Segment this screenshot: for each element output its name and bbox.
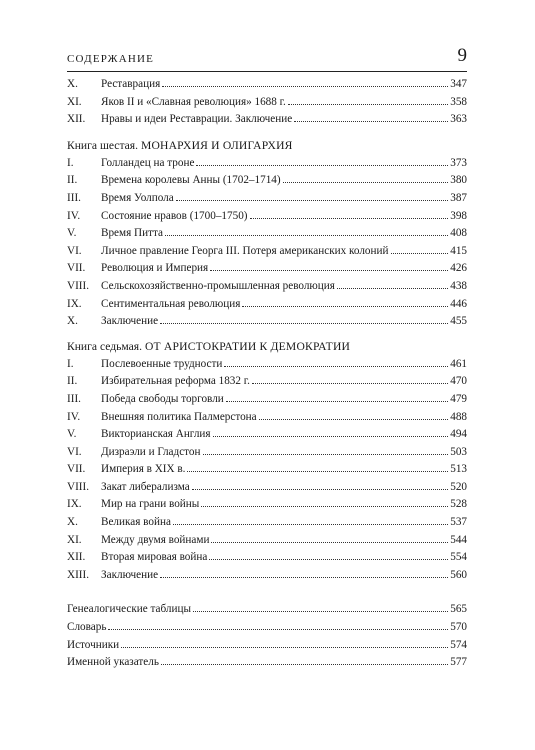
- appendix-title: Словарь: [67, 621, 107, 634]
- chapter-page: 470: [450, 375, 467, 388]
- chapter-title: Между двумя войнами: [101, 533, 210, 546]
- toc-entry: [67, 243, 467, 261]
- chapter-title: Избирательная реформа 1832 г.: [101, 375, 250, 388]
- toc-entry: [67, 426, 467, 444]
- dot-leader: [187, 471, 448, 472]
- chapter-page: 347: [450, 78, 467, 90]
- chapter-page: 380: [450, 174, 467, 187]
- dot-leader: [201, 506, 448, 507]
- chapter-page: 560: [450, 568, 467, 581]
- chapter-title: Время Питта: [101, 227, 163, 240]
- toc-entry: [67, 532, 467, 550]
- page-number: 9: [457, 45, 467, 66]
- chapter-number: XII.: [67, 551, 86, 564]
- chapter-page: 373: [450, 156, 467, 169]
- appendix-title: Именной указатель: [67, 656, 159, 669]
- appendix-page: 577: [450, 656, 467, 669]
- toc-entry: [67, 654, 467, 672]
- chapter-number: VI.: [67, 244, 82, 257]
- chapter-number: V.: [67, 428, 77, 441]
- dot-leader: [213, 436, 449, 437]
- dot-leader: [294, 121, 448, 122]
- toc-entry: [67, 313, 467, 331]
- chapter-page: 461: [450, 357, 467, 370]
- header-divider: [67, 71, 467, 72]
- dot-leader: [211, 542, 448, 543]
- dot-leader: [203, 454, 449, 455]
- dot-leader: [259, 419, 449, 420]
- toc-entry: [67, 637, 467, 655]
- continued-chapter-list: [67, 76, 467, 129]
- chapter-page: 537: [450, 516, 467, 529]
- chapter-page: 426: [450, 262, 467, 275]
- appendix-page: 574: [450, 638, 467, 651]
- chapter-number: IV.: [67, 410, 81, 423]
- chapter-title: Сельскохозяйственно-промышленная революция: [101, 279, 335, 292]
- appendix-page: 565: [450, 603, 467, 616]
- dot-leader: [283, 182, 449, 183]
- chapter-page: 554: [450, 551, 467, 564]
- chapter-number: IV.: [67, 209, 81, 222]
- dot-leader: [226, 401, 448, 402]
- appendix-title: Источники: [67, 638, 120, 651]
- dot-leader: [250, 218, 449, 219]
- toc-entry: [67, 155, 467, 173]
- book-name: МОНАРХИЯ И ОЛИГАРХИЯ: [140, 138, 293, 152]
- chapter-page: 528: [450, 498, 467, 511]
- dot-leader: [165, 235, 448, 236]
- table-of-contents: [67, 76, 467, 672]
- dot-leader: [337, 288, 448, 289]
- toc-entry: [67, 111, 467, 129]
- book-six-heading: [67, 136, 467, 155]
- appendix-section: [67, 601, 467, 671]
- book-six-section: [67, 136, 467, 331]
- chapter-title: Мир на грани войны: [101, 498, 200, 511]
- dot-leader: [242, 306, 448, 307]
- toc-entry: [67, 296, 467, 314]
- chapter-title: Реставрация: [101, 78, 161, 90]
- dot-leader: [209, 559, 448, 560]
- toc-entry: [67, 190, 467, 208]
- dot-leader: [193, 611, 448, 612]
- chapter-number: VI.: [67, 445, 82, 458]
- toc-entry: [67, 260, 467, 278]
- running-header: [67, 45, 467, 69]
- chapter-page: 455: [450, 315, 467, 328]
- chapter-page: 363: [450, 113, 467, 126]
- toc-entry: [67, 94, 467, 112]
- chapter-page: 520: [450, 480, 467, 493]
- chapter-number: X.: [67, 78, 78, 90]
- chapter-title: Состояние нравов (1700–1750): [101, 209, 248, 222]
- toc-entry: [67, 619, 467, 637]
- toc-entry: [67, 549, 467, 567]
- chapter-page: 446: [450, 297, 467, 310]
- chapter-number: III.: [67, 392, 81, 405]
- chapter-page: 438: [450, 279, 467, 292]
- chapter-number: II.: [67, 375, 78, 388]
- chapter-page: 387: [450, 191, 467, 204]
- chapter-number: VIII.: [67, 480, 90, 493]
- chapter-number: I.: [67, 357, 74, 370]
- toc-entry: [67, 514, 467, 532]
- chapter-title: Викторианская Англия: [101, 428, 211, 441]
- dot-leader: [210, 270, 448, 271]
- chapter-page: 494: [450, 428, 467, 441]
- chapter-number: IX.: [67, 297, 82, 310]
- chapter-number: VII.: [67, 463, 86, 476]
- chapter-number: IX.: [67, 498, 82, 511]
- dot-leader: [391, 253, 449, 254]
- chapter-number: VII.: [67, 262, 86, 275]
- chapter-title: Время Уолпола: [101, 191, 174, 204]
- chapter-page: 544: [450, 533, 467, 546]
- toc-entry: [67, 356, 467, 374]
- chapter-title: Дизраэли и Гладстон: [101, 445, 201, 458]
- chapter-number: X.: [67, 516, 78, 529]
- chapter-number: III.: [67, 191, 81, 204]
- chapter-title: Голландец на троне: [101, 156, 195, 169]
- chapter-title: Послевоенные трудности: [101, 357, 223, 370]
- book-name: ОТ АРИСТОКРАТИИ К ДЕМОКРАТИИ: [144, 339, 351, 353]
- toc-entry: [67, 225, 467, 243]
- toc-entry: [67, 461, 467, 479]
- chapter-title: Империя в XIX в.: [101, 463, 186, 476]
- appendix-page: 570: [450, 621, 467, 634]
- appendix-title: Генеалогические таблицы: [67, 603, 191, 616]
- chapter-number: XI.: [67, 533, 82, 546]
- dot-leader: [252, 383, 448, 384]
- chapter-page: 408: [450, 227, 467, 240]
- chapter-number: XII.: [67, 113, 86, 126]
- toc-entry: [67, 391, 467, 409]
- toc-entry: [67, 76, 467, 94]
- toc-entry: [67, 479, 467, 497]
- chapter-title: Великая война: [101, 516, 171, 529]
- chapter-title: Заключение: [101, 315, 159, 328]
- book-label: Книга шестая.: [67, 138, 139, 152]
- chapter-page: 513: [450, 463, 467, 476]
- dot-leader: [196, 165, 448, 166]
- chapter-title: Закат либерализма: [101, 480, 190, 493]
- chapter-page: 358: [450, 95, 467, 108]
- chapter-title: Нравы и идеи Реставрации. Заключение: [101, 113, 293, 126]
- chapter-title: Революция и Империя: [101, 262, 209, 275]
- chapter-page: 398: [450, 209, 467, 222]
- toc-entry: [67, 373, 467, 391]
- dot-leader: [160, 323, 448, 324]
- chapter-number: V.: [67, 227, 77, 240]
- toc-entry: [67, 444, 467, 462]
- chapter-number: XI.: [67, 95, 82, 108]
- chapter-title: Победа свободы торговли: [101, 392, 224, 405]
- chapter-number: X.: [67, 315, 78, 328]
- chapter-number: II.: [67, 174, 78, 187]
- dot-leader: [162, 86, 448, 87]
- book-seven-section: [67, 337, 467, 585]
- chapter-title: Времена королевы Анны (1702–1714): [101, 174, 281, 187]
- toc-entry: [67, 409, 467, 427]
- dot-leader: [288, 104, 448, 105]
- chapter-page: 415: [450, 244, 467, 257]
- book-label: Книга седьмая.: [67, 339, 143, 353]
- dot-leader: [173, 524, 448, 525]
- running-header-title: СОДЕРЖАНИЕ: [67, 53, 155, 65]
- chapter-page: 488: [450, 410, 467, 423]
- toc-entry: [67, 601, 467, 619]
- chapter-title: Личное правление Георга III. Потеря американских колоний: [101, 244, 389, 257]
- chapter-page: 479: [450, 392, 467, 405]
- dot-leader: [160, 577, 448, 578]
- chapter-number: I.: [67, 156, 74, 169]
- toc-entry: [67, 567, 467, 585]
- chapter-title: Яков II и «Славная революция» 1688 г.: [101, 95, 286, 108]
- chapter-page: 503: [450, 445, 467, 458]
- chapter-number: VIII.: [67, 279, 90, 292]
- dot-leader: [121, 647, 448, 648]
- toc-entry: [67, 496, 467, 514]
- toc-entry: [67, 278, 467, 296]
- chapter-title: Вторая мировая война: [101, 551, 208, 564]
- dot-leader: [108, 629, 448, 630]
- toc-entry: [67, 208, 467, 226]
- dot-leader: [176, 200, 449, 201]
- chapter-number: XIII.: [67, 568, 90, 581]
- dot-leader: [224, 366, 448, 367]
- chapter-title: Внешняя политика Палмерстона: [101, 410, 257, 423]
- dot-leader: [161, 664, 448, 665]
- chapter-title: Заключение: [101, 568, 159, 581]
- dot-leader: [192, 489, 448, 490]
- book-seven-heading: [67, 337, 467, 356]
- toc-entry: [67, 172, 467, 190]
- chapter-title: Сентиментальная революция: [101, 297, 241, 310]
